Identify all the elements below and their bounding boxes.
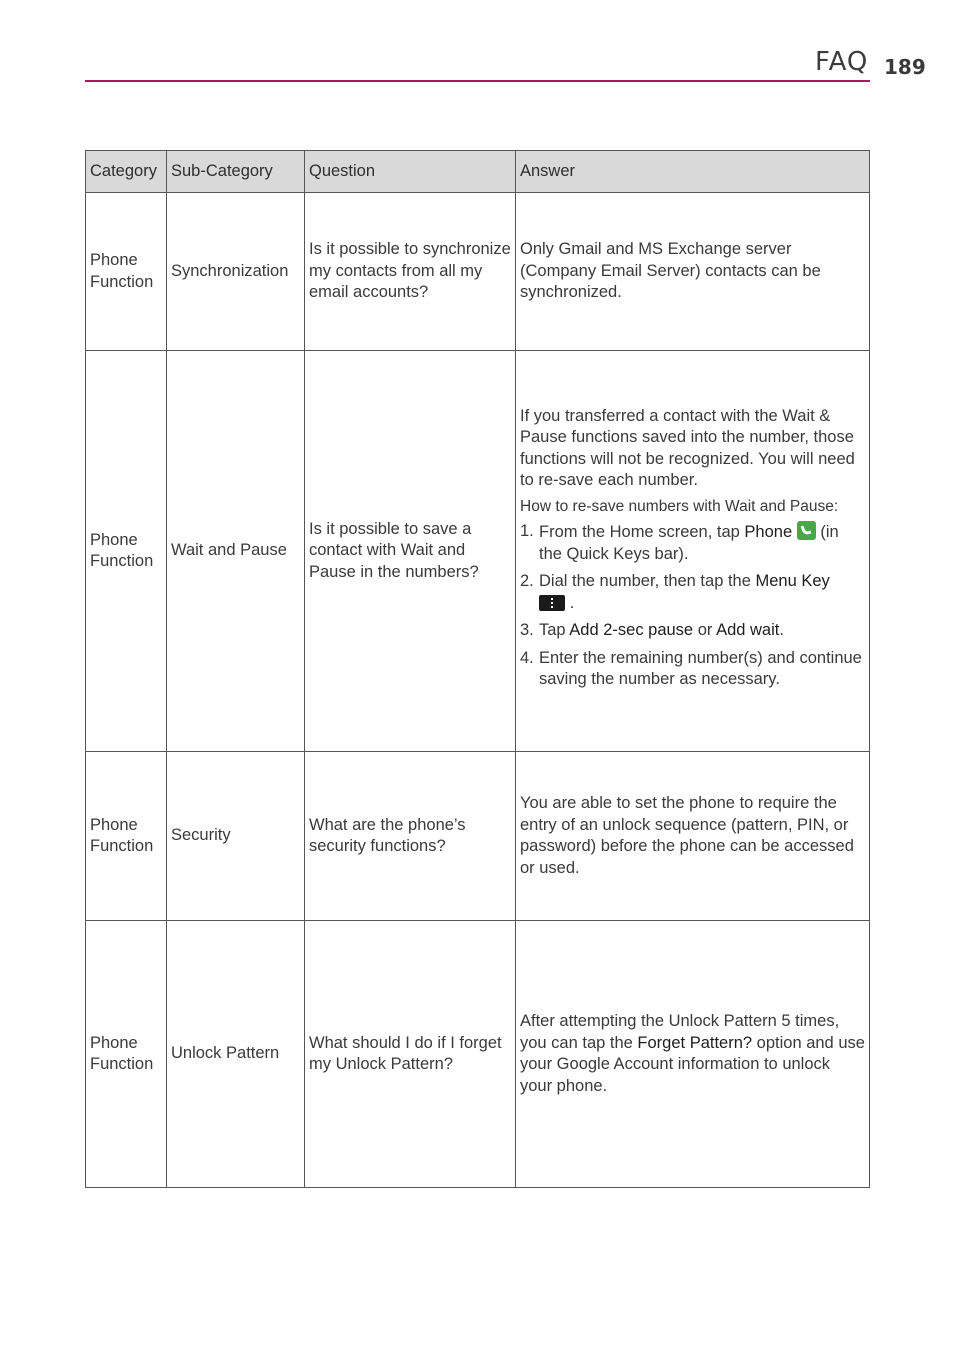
cell-category: Phone Function	[86, 193, 167, 351]
step-text: Enter the remaining number(s) and continue saving the number as necessary.	[539, 648, 862, 688]
cell-answer: Only Gmail and MS Exchange server (Company Email Server) contacts can be synchronized.	[516, 193, 870, 351]
cell-answer: You are able to set the phone to require the entry of an unlock sequence (pattern, PIN, or password) before the phone can be accessed or used.	[516, 752, 870, 921]
menu-key-icon	[539, 595, 565, 611]
step-text: Tap	[539, 621, 570, 639]
table-row	[86, 351, 870, 752]
step-number: 1.	[520, 522, 534, 540]
steps-list	[520, 521, 865, 691]
step-text: .	[569, 593, 575, 612]
cell-subcategory: Security	[167, 752, 305, 921]
step-number: 4.	[520, 648, 534, 667]
list-item	[520, 521, 865, 565]
step-number: 3.	[520, 621, 534, 639]
cell-subcategory: Unlock Pattern	[167, 921, 305, 1188]
step-text: or	[693, 621, 717, 639]
answer-text: option and use your Google Account information to unlock your phone.	[520, 1033, 865, 1095]
step-emphasis: Add 2-sec pause	[569, 621, 694, 639]
table-header-row	[86, 151, 870, 193]
cell-question: What should I do if I forget my Unlock Pattern?	[305, 921, 516, 1188]
table-row	[86, 193, 870, 351]
list-item	[520, 620, 865, 642]
list-item	[520, 571, 865, 614]
cell-subcategory: Wait and Pause	[167, 351, 305, 752]
list-item	[520, 648, 865, 691]
cell-question: What are the phone’s security functions?	[305, 752, 516, 921]
step-emphasis: Phone	[744, 523, 793, 541]
step-number: 2.	[520, 572, 534, 590]
answer-howto: How to re-save numbers with Wait and Pause:	[520, 497, 839, 515]
page-number: 189	[884, 55, 926, 79]
cell-category: Phone Function	[86, 921, 167, 1188]
header-divider	[85, 80, 870, 82]
step-text: .	[779, 621, 784, 639]
column-header-answer: Answer	[516, 151, 870, 193]
step-emphasis: Add wait	[716, 621, 780, 639]
table-row	[86, 752, 870, 921]
answer-emphasis: Forget Pattern?	[637, 1033, 753, 1052]
answer-text: After attempting the Unlock Pattern 5 times, you can tap the	[520, 1012, 840, 1052]
cell-answer	[516, 921, 870, 1188]
cell-question: Is it possible to synchronize my contacts from all my email accounts?	[305, 193, 516, 351]
phone-icon	[797, 521, 816, 540]
cell-subcategory: Synchronization	[167, 193, 305, 351]
column-header-category: Category	[86, 151, 167, 193]
step-text: Dial the number, then tap the	[539, 572, 756, 590]
step-emphasis: Menu Key	[755, 572, 830, 590]
faq-table	[85, 150, 870, 1188]
column-header-subcategory: Sub-Category	[167, 151, 305, 193]
step-text: From the Home screen, tap	[539, 523, 745, 541]
cell-category: Phone Function	[86, 752, 167, 921]
table-row	[86, 921, 870, 1188]
cell-category: Phone Function	[86, 351, 167, 752]
cell-question: Is it possible to save a contact with Wait and Pause in the numbers?	[305, 351, 516, 752]
answer-intro: If you transferred a contact with the Wait & Pause functions saved into the number, those functions will not be recognized. You will need to re-save each number.	[520, 406, 855, 489]
step-text: (in the Quick Keys bar).	[539, 523, 839, 563]
cell-answer	[516, 351, 870, 752]
page-title: FAQ	[815, 47, 869, 77]
column-header-question: Question	[305, 151, 516, 193]
